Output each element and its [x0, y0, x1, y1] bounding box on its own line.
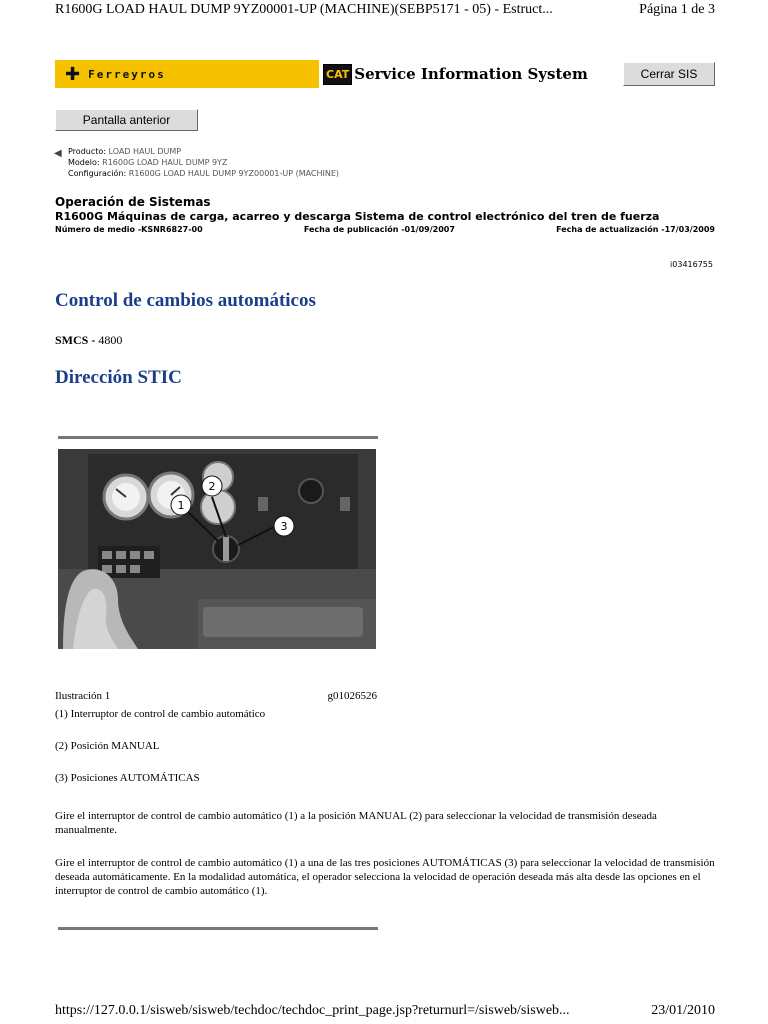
dashboard-illustration: [58, 449, 376, 649]
update-date: Fecha de actualización -17/03/2009: [556, 225, 715, 234]
figure-bottom-divider: [58, 927, 378, 930]
page-title: Control de cambios automáticos: [55, 290, 316, 311]
print-header: [55, 2, 715, 18]
document-id: i03416755: [670, 260, 713, 269]
figure-caption-label: Ilustración 1: [55, 690, 111, 702]
product-label: Producto:: [68, 147, 106, 156]
figure-graphic-id: g01026526: [327, 690, 377, 702]
legend-item-3: (3) Posiciones AUTOMÁTICAS: [55, 772, 200, 784]
document-subtitle: R1600G Máquinas de carga, acarreo y descarga Sistema de control electrónico del tren de fuerza: [55, 210, 660, 223]
smcs-value: 4800: [98, 333, 123, 347]
legend-item-2: (2) Posición MANUAL: [55, 740, 160, 752]
document-meta: [55, 195, 715, 234]
smcs-label: SMCS -: [55, 333, 96, 347]
figure-top-divider: [58, 436, 378, 439]
print-footer: [55, 1003, 715, 1019]
print-page-info: Página 1 de 3: [639, 2, 715, 17]
section-heading: Dirección STIC: [55, 367, 182, 388]
cat-logo: CAT: [323, 64, 352, 85]
publication-date: Fecha de publicación -01/09/2007: [303, 225, 455, 234]
legend-item-1: (1) Interruptor de control de cambio automático: [55, 708, 266, 720]
media-number: Número de medio -KSNR6827-00: [55, 225, 203, 234]
smcs-code: [55, 333, 122, 348]
figure-caption: [55, 690, 377, 702]
paragraph-automatic: Gire el interruptor de control de cambio automático (1) a una de las tres posiciones AUTOMÁTICAS (3) para seleccionar la velocidad de transmisión deseada automáticamente. En la modalidad automática, el operador selecciona la velocidad de operación deseada más alta desde las opciones en el interruptor de control de cambio automático (1).: [55, 857, 715, 897]
sis-title-area: [319, 60, 623, 88]
paragraph-manual: Gire el interruptor de control de cambio automático (1) a la posición MANUAL (2) para seleccionar la velocidad de transmisión deseada manualmente.: [55, 810, 657, 836]
callout-2: 2: [208, 480, 216, 493]
meta-row: [55, 225, 715, 234]
sis-banner: [55, 60, 715, 88]
figure-photo: [58, 449, 376, 649]
model-label: Modelo:: [68, 158, 100, 167]
callout-3: 3: [280, 520, 288, 533]
config-label: Configuración:: [68, 169, 127, 178]
config-value: R1600G LOAD HAUL DUMP 9YZ00001-UP (MACHINE): [128, 169, 340, 178]
previous-screen-button[interactable]: Pantalla anterior: [55, 109, 198, 131]
print-url: https://127.0.0.1/sisweb/sisweb/techdoc/techdoc_print_page.jsp?returnurl=/sisweb/sisweb...: [55, 1003, 570, 1018]
section-title: Operación de Sistemas: [55, 195, 211, 209]
dealer-logo: [55, 60, 319, 88]
print-date: 23/01/2010: [651, 1003, 715, 1018]
ferreyros-logo-icon: ✚: [65, 63, 81, 85]
breadcrumb-arrow-icon[interactable]: ◀: [54, 148, 62, 159]
sis-title: Service Information System: [354, 65, 588, 83]
callout-1: 1: [177, 499, 185, 512]
close-sis-button[interactable]: Cerrar SIS: [623, 62, 715, 86]
print-doc-title: R1600G LOAD HAUL DUMP 9YZ00001-UP (MACHINE)(SEBP5171 - 05) - Estruct...: [55, 2, 553, 17]
model-value: R1600G LOAD HAUL DUMP 9YZ: [102, 158, 228, 167]
dealer-name: Ferreyros: [88, 67, 166, 81]
breadcrumb: [68, 146, 339, 179]
product-value: LOAD HAUL DUMP: [108, 147, 182, 156]
